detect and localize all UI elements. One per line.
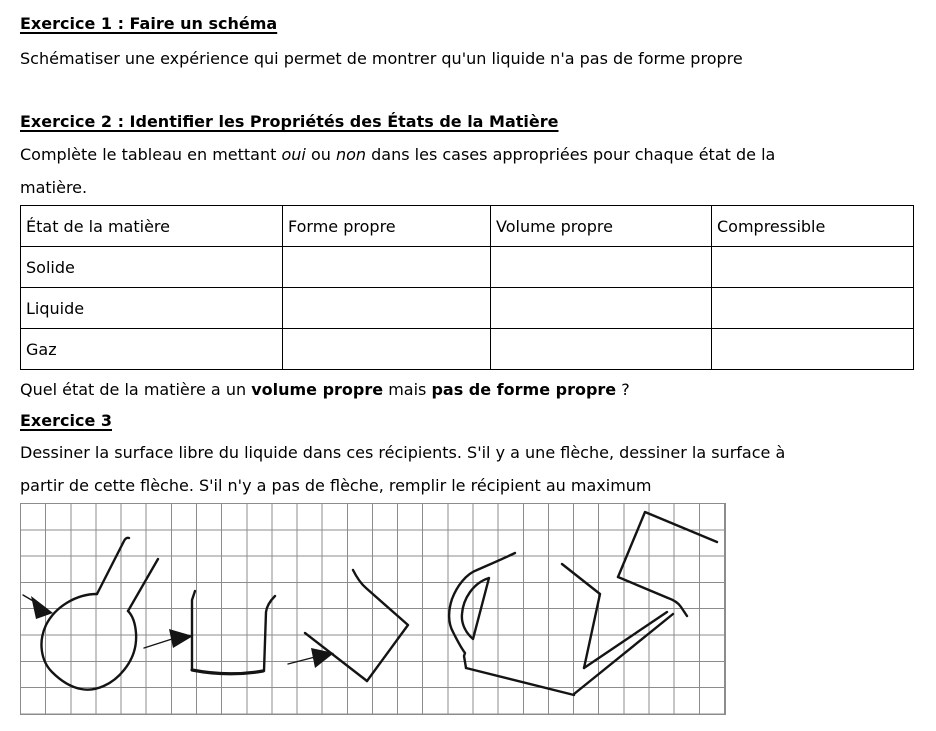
row-label: Gaz [21,329,283,370]
column-header-forme-propre: Forme propre [283,206,491,247]
question-mid: mais [383,380,432,399]
empty-cell [491,329,712,370]
exercise1-heading: Exercice 1 : Faire un schéma [20,14,278,33]
intro-post: dans les cases appropriées pour chaque état de la [366,145,776,164]
states-of-matter-table [20,205,914,370]
intro-non: non [335,145,367,164]
exercise1-instruction: Schématiser une expérience qui permet de montrer qu'un liquide n'a pas de forme propre [20,49,743,68]
exercise2-heading: Exercice 2 : Identifier les Propriétés des États de la Matière [20,112,559,131]
intro-mid: ou [305,145,336,164]
exercise2-instruction-line1 [20,145,775,165]
empty-cell [283,247,491,288]
empty-cell [283,288,491,329]
empty-cell [712,247,914,288]
question-post: ? [616,380,630,399]
empty-cell [712,329,914,370]
column-header-compressible: Compressible [712,206,914,247]
question-pre: Quel état de la matière a un [20,380,252,399]
empty-cell [712,288,914,329]
exercise3-heading: Exercice 3 [20,411,112,430]
table-header-row [21,206,914,247]
empty-cell [491,247,712,288]
exercise3-instruction-line1: Dessiner la surface libre du liquide dans ces récipients. S'il y a une flèche, dessiner la surface à [20,443,786,462]
table-row-gaz [21,329,914,370]
question-bold-volume-propre: volume propre [251,380,384,399]
grid-paper-figure [20,503,726,715]
question-bold-forme-propre: pas de forme propre [431,380,617,399]
table-row-solide [21,247,914,288]
intro-oui: oui [281,145,306,164]
exercise3-instruction-line2: partir de cette flèche. S'il n'y a pas de flèche, remplir le récipient au maximum [20,476,652,495]
empty-cell [283,329,491,370]
row-label: Liquide [21,288,283,329]
column-header-volume-propre: Volume propre [491,206,712,247]
column-header-state: État de la matière [21,206,283,247]
exercise2-question [20,380,630,400]
empty-cell [491,288,712,329]
intro-pre: Complète le tableau en mettant [20,145,282,164]
exercise2-instruction-line2: matière. [20,178,88,197]
table-row-liquide [21,288,914,329]
row-label: Solide [21,247,283,288]
